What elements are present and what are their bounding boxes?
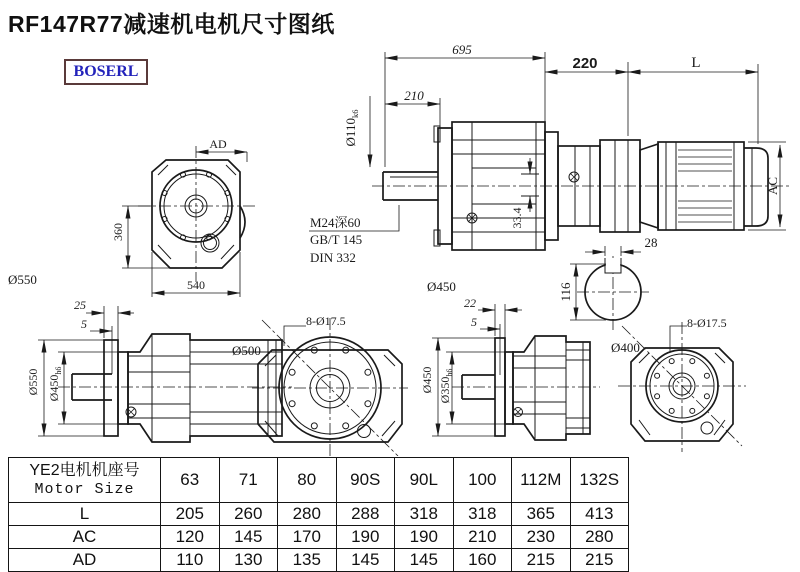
cell-AD-100: 160 bbox=[453, 549, 512, 572]
cell-AC-90L: 190 bbox=[395, 526, 454, 549]
cell-L-90L: 318 bbox=[395, 503, 454, 526]
cell-AD-112M: 215 bbox=[512, 549, 571, 572]
flangeA-t1: 25 bbox=[74, 298, 86, 312]
side-key-dim: 33.4 bbox=[510, 207, 524, 229]
cell-AC-90S: 190 bbox=[336, 526, 395, 549]
cell-AC-71: 145 bbox=[219, 526, 278, 549]
flangeA-spigot-dia bbox=[47, 367, 63, 402]
cell-L-71: 260 bbox=[219, 503, 278, 526]
flangeA-pitch-dia: Ø500 bbox=[232, 343, 261, 358]
section-key-width: 28 bbox=[644, 235, 658, 250]
reducer-motor-side-view bbox=[309, 42, 792, 294]
cell-AD-132S: 215 bbox=[570, 549, 629, 572]
cell-AC-132S: 280 bbox=[570, 526, 629, 549]
row-label-AD: AD bbox=[9, 549, 161, 572]
front-flange-dia-label: Ø550 bbox=[8, 272, 37, 287]
flange400-front-view bbox=[611, 316, 746, 452]
side-total-length: 695 bbox=[452, 42, 472, 57]
side-shaft-dia-value: Ø110 bbox=[343, 118, 358, 147]
cell-L-112M: 365 bbox=[512, 503, 571, 526]
side-adapter-length: 220 bbox=[572, 55, 598, 72]
cell-AD-90L: 145 bbox=[395, 549, 454, 572]
cell-AD-80: 135 bbox=[278, 549, 337, 572]
cell-AD-71: 130 bbox=[219, 549, 278, 572]
flangeB-holes-label: 8-Ø17.5 bbox=[687, 316, 727, 330]
header-cn: YE2电机机座号 bbox=[29, 462, 140, 479]
boserl-logo-text: BOSERL bbox=[73, 63, 139, 80]
front-width-label: 540 bbox=[187, 278, 205, 292]
flangeB-spigot-dia bbox=[438, 369, 454, 404]
row-label-L: L bbox=[9, 503, 161, 526]
side-motor-length: L bbox=[691, 55, 701, 71]
front-ad-label: AD bbox=[209, 137, 227, 151]
size-col-112M: 112M bbox=[512, 458, 571, 503]
cell-L-90S: 288 bbox=[336, 503, 395, 526]
cell-L-80: 280 bbox=[278, 503, 337, 526]
size-col-132S: 132S bbox=[570, 458, 629, 503]
side-flange-dia-label: Ø450 bbox=[427, 279, 456, 294]
flange450-side-view bbox=[420, 296, 600, 440]
flangeA-t2: 5 bbox=[81, 317, 87, 331]
shaft-cross-section bbox=[558, 235, 658, 330]
row-label-AC: AC bbox=[9, 526, 161, 549]
section-dia: 116 bbox=[558, 282, 573, 302]
flangeA-spigot-tol: h6 bbox=[54, 366, 63, 375]
cell-AC-80: 170 bbox=[278, 526, 337, 549]
size-col-100: 100 bbox=[453, 458, 512, 503]
std-din-note: DIN 332 bbox=[310, 250, 356, 265]
flange500-front-view bbox=[232, 314, 408, 456]
front-height-label: 360 bbox=[111, 223, 125, 241]
flangeB-spigot-tol: h6 bbox=[445, 368, 454, 377]
flangeB-spigot-value: Ø350 bbox=[438, 376, 452, 404]
size-col-71: 71 bbox=[219, 458, 278, 503]
side-shaft-dia bbox=[343, 110, 360, 147]
flangeA-holes-label: 8-Ø17.5 bbox=[306, 314, 346, 328]
flangeA-spigot-value: Ø450 bbox=[47, 374, 61, 402]
reducer-front-view bbox=[8, 137, 256, 297]
cell-AC-100: 210 bbox=[453, 526, 512, 549]
cell-L-63: 205 bbox=[161, 503, 220, 526]
cell-AD-90S: 145 bbox=[336, 549, 395, 572]
cell-AC-63: 120 bbox=[161, 526, 220, 549]
table-header-row bbox=[9, 458, 629, 503]
size-col-90S: 90S bbox=[336, 458, 395, 503]
table-row-AC bbox=[9, 526, 629, 549]
side-shaft-dia-tol: k6 bbox=[350, 109, 360, 119]
size-col-63: 63 bbox=[161, 458, 220, 503]
size-col-80: 80 bbox=[278, 458, 337, 503]
cell-L-132S: 413 bbox=[570, 503, 629, 526]
flangeB-outer-dia: Ø450 bbox=[420, 366, 434, 394]
cell-AC-112M: 230 bbox=[512, 526, 571, 549]
flangeB-pitch-dia: Ø400 bbox=[611, 340, 640, 355]
table-row-AD bbox=[9, 549, 629, 572]
table-row-L bbox=[9, 503, 629, 526]
size-col-90L: 90L bbox=[395, 458, 454, 503]
side-shaft-length: 210 bbox=[404, 88, 424, 103]
flangeA-outer-dia: Ø550 bbox=[26, 368, 40, 396]
cell-L-100: 318 bbox=[453, 503, 512, 526]
flange550-side-view bbox=[26, 298, 292, 442]
std-gb-note: GB/T 145 bbox=[310, 232, 363, 247]
flangeB-t2: 5 bbox=[471, 315, 477, 329]
side-motor-ac-label: AC bbox=[765, 176, 780, 196]
table-header-motor-size bbox=[9, 458, 161, 503]
header-en: Motor Size bbox=[34, 481, 135, 498]
motor-size-table bbox=[8, 457, 629, 572]
flangeB-t1: 22 bbox=[464, 296, 476, 310]
cell-AD-63: 110 bbox=[161, 549, 220, 572]
tap-hole-note: M24深60 bbox=[310, 215, 361, 230]
page-title: RF147R77减速机电机尺寸图纸 bbox=[8, 11, 335, 37]
